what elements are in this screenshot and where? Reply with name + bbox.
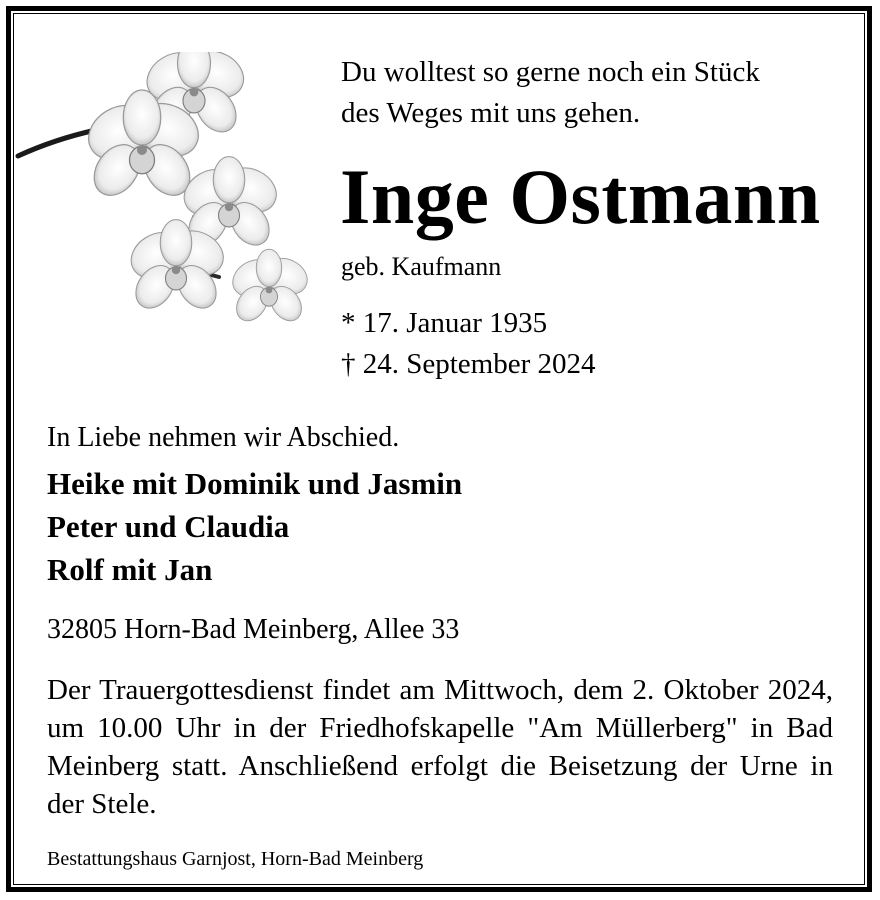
mourner-entry: Rolf mit Jan	[47, 552, 213, 587]
service-details: Der Trauergottesdienst findet am Mittwoch, dem 2. Oktober 2024, um 10.00 Uhr in der Friedhofskapelle "Am Müllerberg" in Bad Meinberg statt. Anschließend erfolgt die Beisetzung der Urne in der Stele.	[47, 674, 833, 820]
life-dates	[341, 303, 596, 385]
motto	[341, 52, 760, 134]
motto-line: des Weges mit uns gehen.	[341, 97, 641, 129]
death-date: † 24. September 2024	[341, 348, 596, 380]
funeral-home: Bestattungshaus Garnjost, Horn-Bad Meinberg	[47, 848, 424, 870]
deceased-name: Inge Ostmann	[340, 153, 821, 240]
mourners-list	[47, 462, 462, 591]
mourner-entry: Peter und Claudia	[47, 509, 290, 544]
motto-line: Du wolltest so gerne noch ein Stück	[341, 56, 760, 88]
mourner-entry: Heike mit Dominik und Jasmin	[47, 466, 463, 501]
farewell-text: In Liebe nehmen wir Abschied.	[47, 422, 400, 453]
birth-name: geb. Kaufmann	[341, 252, 502, 281]
orchid-icon	[14, 52, 314, 342]
family-address: 32805 Horn-Bad Meinberg, Allee 33	[47, 614, 460, 645]
birth-date: * 17. Januar 1935	[341, 307, 548, 339]
